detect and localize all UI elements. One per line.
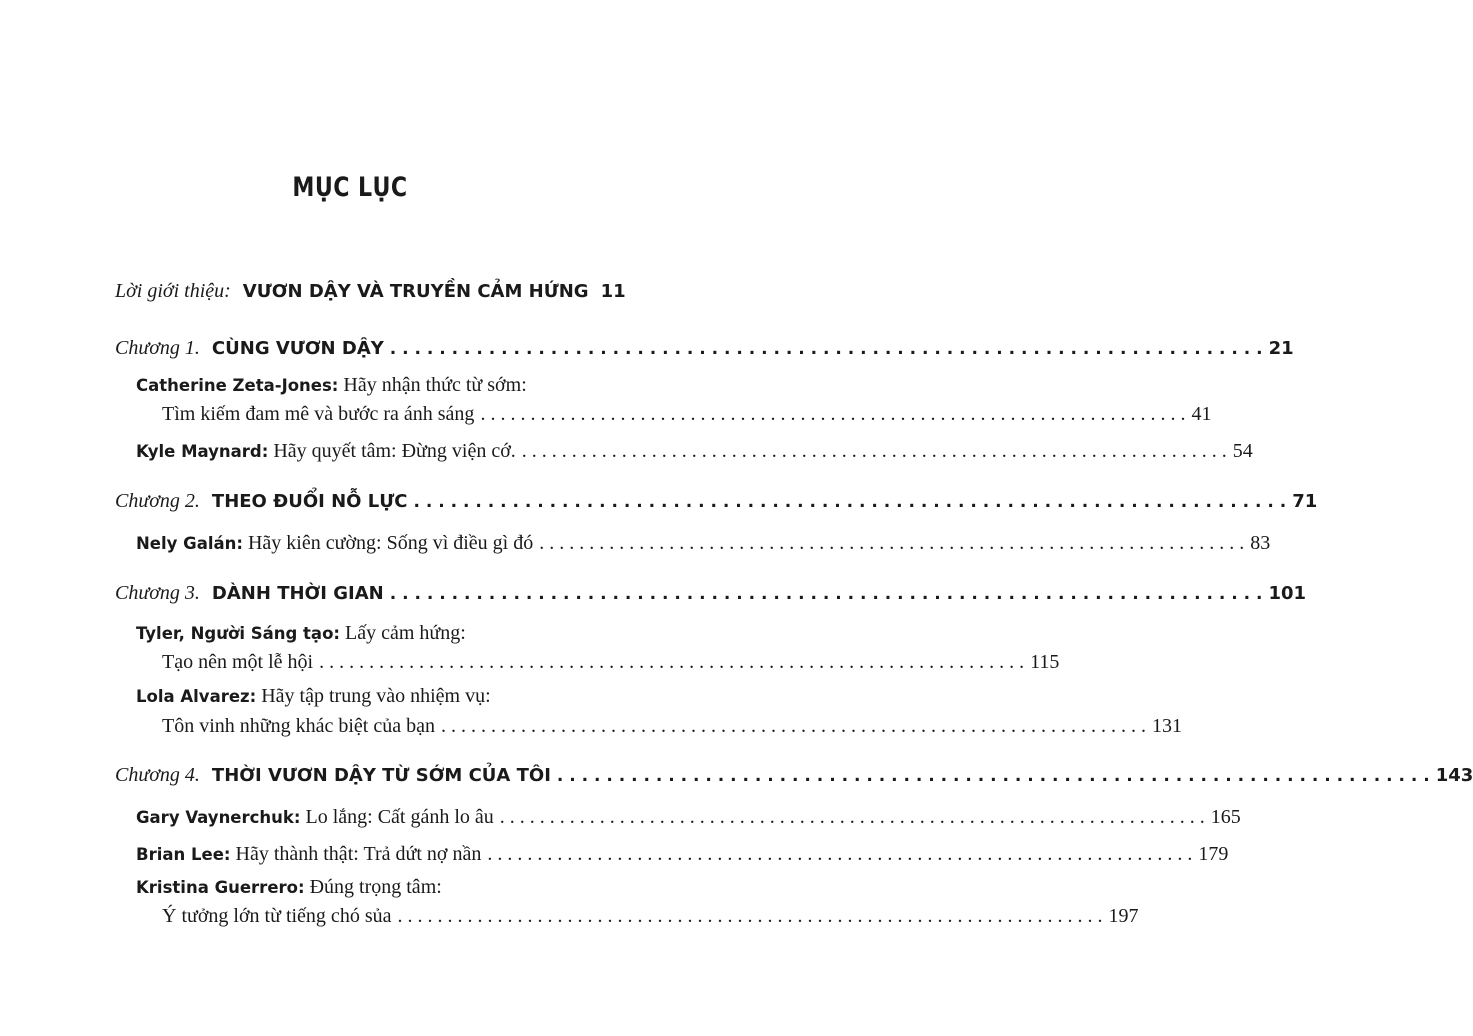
toc-chapter-1-row (115, 337, 1294, 367)
chapter-2-heading: THEO ĐUỔI NỖ LỰC (211, 491, 408, 512)
dot-leader (480, 403, 1185, 426)
intro-prefix: Lời giới thiệu: (115, 280, 231, 302)
dot-leader (390, 339, 1263, 359)
chapter-3-page-number: 101 (1268, 583, 1307, 604)
entry-page-number: 131 (1152, 715, 1182, 737)
chapter-2-page-number: 71 (1292, 491, 1318, 512)
toc-intro-row (115, 280, 626, 310)
dot-leader (390, 584, 1263, 604)
dot-leader (522, 440, 1227, 463)
toc-entry-row (136, 806, 1241, 836)
entry-title: Hãy tập trung vào nhiệm vụ: (261, 685, 491, 707)
chapter-4-heading: THỜI VƯƠN DẬY TỪ SỚM CỦA TÔI (211, 765, 551, 786)
toc-entry-continuation-row (162, 715, 1182, 745)
dot-leader (539, 532, 1244, 555)
toc-entry-row (136, 876, 603, 906)
entry-title: Lo lắng: Cất gánh lo âu (305, 806, 494, 828)
entry-page-number: 115 (1030, 651, 1060, 673)
page-title: MỤC LỤC (292, 172, 408, 203)
toc-entry-row (136, 440, 1253, 470)
toc-entry-row (136, 622, 603, 652)
toc-entry-continuation-row (162, 905, 1139, 935)
entry-subtitle: Tạo nên một lễ hội (162, 651, 314, 673)
entry-person-name: Brian Lee: (136, 845, 231, 864)
entry-page-number: 197 (1108, 905, 1139, 927)
entry-person-name: Gary Vaynerchuk: (136, 808, 301, 827)
intro-page-number: 11 (600, 281, 626, 302)
chapter-3-prefix: Chương 3. (115, 582, 200, 604)
entry-person-name: Lola Alvarez: (136, 687, 257, 706)
entry-page-number: 54 (1232, 440, 1253, 462)
dot-leader (441, 715, 1146, 738)
entry-person-name: Catherine Zeta-Jones: (136, 376, 339, 395)
entry-subtitle: Ý tưởng lớn từ tiếng chó sủa (162, 905, 392, 927)
chapter-2-prefix: Chương 2. (115, 490, 200, 512)
entry-title: Hãy kiên cường: Sống vì điều gì đó (247, 532, 534, 554)
toc-entry-row (136, 843, 1229, 873)
chapter-1-prefix: Chương 1. (115, 337, 200, 359)
toc-chapter-2-row (115, 490, 1318, 520)
entry-page-number: 83 (1250, 532, 1271, 554)
dot-leader (413, 492, 1286, 512)
entry-subtitle: Tôn vinh những khác biệt của bạn (162, 715, 435, 737)
toc-chapter-4-row (115, 764, 1473, 794)
toc-entry-continuation-row (162, 651, 1060, 681)
entry-page-number: 165 (1210, 806, 1241, 828)
chapter-1-page-number: 21 (1268, 338, 1294, 359)
entry-title: Lấy cảm hứng: (345, 622, 466, 644)
toc-entry-continuation-row (162, 403, 1212, 433)
chapter-4-prefix: Chương 4. (115, 764, 200, 786)
toc-entry-row (136, 532, 1271, 562)
entry-page-number: 41 (1191, 403, 1212, 425)
chapter-1-heading: CÙNG VƯƠN DẬY (211, 338, 384, 359)
dot-leader (487, 843, 1192, 866)
entry-title: Hãy quyết tâm: Đừng viện cớ. (273, 440, 516, 462)
chapter-3-heading: DÀNH THỜI GIAN (211, 583, 384, 604)
entry-title: Hãy thành thật: Trả dứt nợ nần (235, 843, 482, 865)
entry-subtitle: Tìm kiếm đam mê và bước ra ánh sáng (162, 403, 475, 425)
dot-leader (319, 651, 1024, 674)
dot-leader (397, 905, 1102, 928)
dot-leader (500, 806, 1205, 829)
dot-leader (557, 766, 1430, 786)
intro-heading: VƯƠN DẬY VÀ TRUYỀN CẢM HỨNG (242, 281, 589, 302)
toc-entry-row (136, 685, 603, 715)
chapter-4-page-number: 143 (1435, 765, 1473, 786)
toc-entry-row (136, 374, 603, 404)
toc-chapter-3-row (115, 582, 1307, 612)
entry-title: Đúng trọng tâm: (309, 876, 442, 898)
entry-page-number: 179 (1198, 843, 1229, 865)
entry-person-name: Tyler, Người Sáng tạo: (136, 624, 341, 643)
entry-title: Hãy nhận thức từ sớm: (343, 374, 527, 396)
entry-person-name: Kristina Guerrero: (136, 878, 305, 897)
entry-person-name: Nely Galán: (136, 534, 243, 553)
entry-person-name: Kyle Maynard: (136, 442, 269, 461)
